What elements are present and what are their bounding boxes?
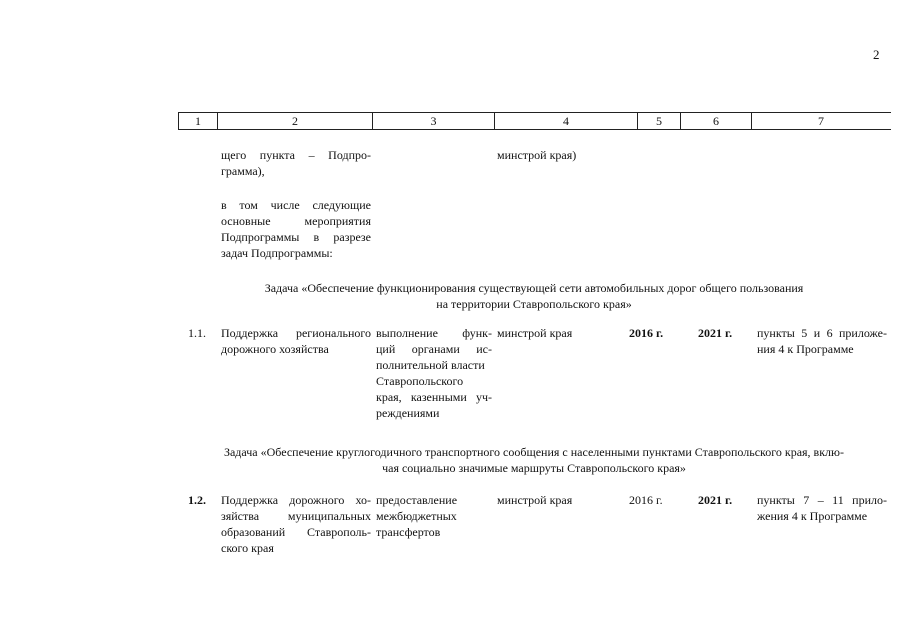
column-number-7: 7	[818, 114, 824, 128]
measure-name-line: дорожного хозяйства	[221, 342, 329, 356]
reference-line: жения 4 к Программе	[757, 509, 868, 523]
measure-type-line: края, казенными уч-	[376, 390, 492, 404]
list-intro-line: в том числе следующие	[221, 198, 371, 212]
reference-line: пункты 5 и 6 приложе-	[757, 326, 887, 340]
reference-line: ния 4 к Программе	[757, 342, 854, 356]
measure-type-line: полнительной власти	[376, 358, 485, 372]
list-intro-line: основные мероприятия	[221, 214, 371, 228]
row-number: 1.1.	[188, 326, 206, 340]
reference-line: пункты 7 – 11 прило-	[757, 493, 887, 507]
page-number: 2	[873, 47, 880, 62]
column-number-6: 6	[681, 113, 752, 129]
task-heading-line: на территории Ставропольского края»	[436, 297, 632, 311]
continued-name-line: грамма),	[221, 164, 265, 178]
measure-type-line: трансфертов	[376, 525, 441, 539]
measure-type-line: ций органами ис-	[376, 342, 492, 356]
executor: минстрой края	[497, 493, 573, 507]
task-heading-line: чая социально значимые маршруты Ставропольского края»	[382, 461, 686, 475]
continued-name-line: щего пункта – Подпро-	[221, 148, 371, 162]
measure-type-line: выполнение функ-	[376, 326, 492, 340]
start-year: 2016 г.	[629, 493, 663, 507]
list-intro-line: Подпрограммы в разрезе	[221, 230, 371, 244]
measure-type-line: Ставропольского	[376, 374, 464, 388]
row-number: 1.2.	[188, 493, 206, 507]
measure-name-line: ского края	[221, 541, 274, 555]
executor: минстрой края	[497, 326, 573, 340]
measure-name-line: образований Ставрополь-	[221, 525, 371, 539]
measure-type-line: реждениями	[376, 406, 440, 420]
column-number-3: 3	[373, 113, 495, 129]
column-number-5: 5	[638, 113, 681, 129]
start-year: 2016 г.	[629, 326, 664, 340]
measure-name-line: Поддержка регионального	[221, 326, 371, 340]
end-year: 2021 г.	[698, 326, 733, 340]
end-year: 2021 г.	[698, 493, 733, 507]
continued-executor: минстрой края)	[497, 148, 577, 162]
measure-name-line: Поддержка дорожного хо-	[221, 493, 371, 507]
column-number-header	[178, 112, 891, 130]
measure-name-line: зяйства муниципальных	[221, 509, 371, 523]
column-number-4: 4	[495, 113, 638, 129]
list-intro-line: задач Подпрограммы:	[221, 246, 333, 260]
task-heading-line: Задача «Обеспечение круглогодичного транспортного сообщения с населенными пунктами Ставропольского края, вклю-	[223, 445, 845, 459]
task-heading-line: Задача «Обеспечение функционирования существующей сети автомобильных дорог общего пользования	[264, 281, 804, 295]
measure-type-line: предоставление	[376, 493, 458, 507]
measure-type-line: межбюджетных	[376, 509, 457, 523]
column-number-2: 2	[218, 113, 373, 129]
column-number-1: 1	[179, 113, 218, 129]
